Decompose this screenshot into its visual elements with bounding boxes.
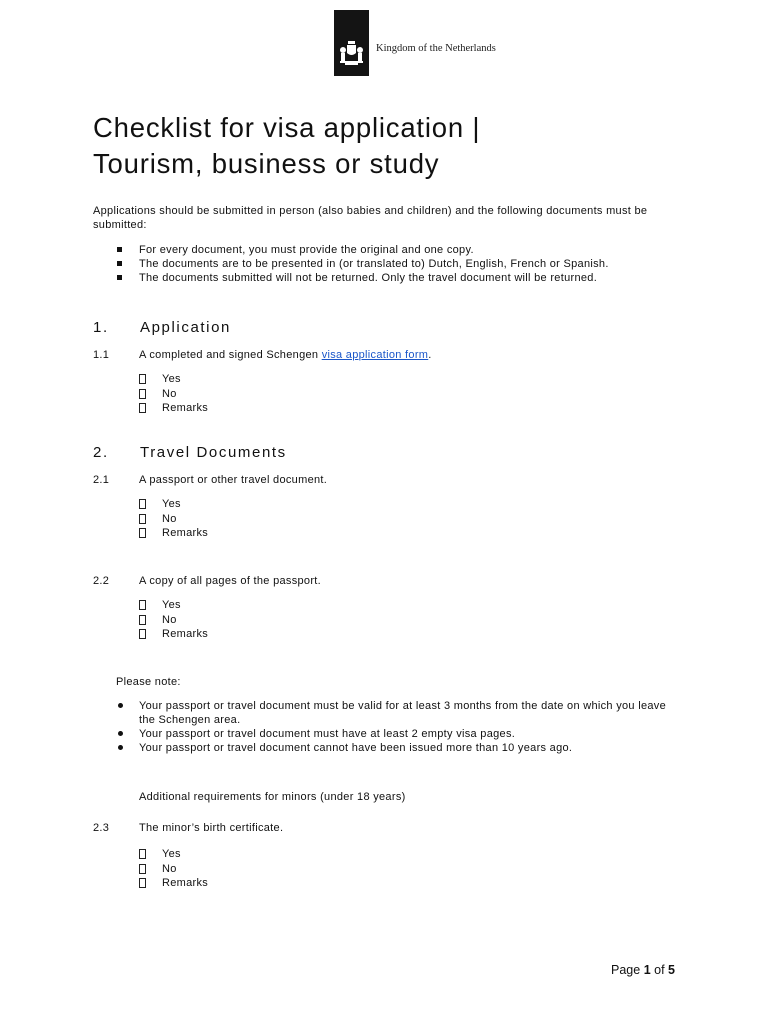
checkbox[interactable] — [139, 389, 146, 399]
page-title — [93, 110, 480, 182]
option-yes[interactable]: Yes — [139, 372, 208, 387]
option-remarks[interactable]: Remarks — [139, 526, 208, 541]
title-line-2: Tourism, business or study — [93, 148, 440, 179]
visa-application-form-link[interactable]: visa application form — [321, 349, 429, 361]
minors-requirements-heading: Additional requirements for minors (under 18 years) — [139, 791, 406, 803]
note-bullet-list — [93, 699, 673, 755]
coat-of-arms-icon — [334, 10, 369, 76]
option-no[interactable]: No — [139, 512, 208, 527]
round-bullet-icon — [118, 703, 123, 708]
option-yes[interactable]: Yes — [139, 598, 208, 613]
list-item: Your passport or travel document must have at least 2 empty visa pages. — [93, 727, 673, 741]
list-item: The documents are to be presented in (or translated to) Dutch, English, French or Spanish. — [93, 257, 693, 271]
checkbox[interactable] — [139, 403, 146, 413]
options-2-1 — [139, 497, 208, 541]
item-2-2: 2.2 A copy of all pages of the passport. — [93, 575, 322, 587]
option-no[interactable]: No — [139, 862, 208, 877]
list-item: Your passport or travel document cannot have been issued more than 10 years ago. — [93, 741, 673, 755]
options-1-1 — [139, 372, 208, 416]
page-number: Page 1 of 5 — [611, 963, 675, 977]
option-yes[interactable]: Yes — [139, 847, 208, 862]
organization-name: Kingdom of the Netherlands — [376, 43, 496, 54]
item-2-1: 2.1 A passport or other travel document. — [93, 474, 328, 486]
round-bullet-icon — [118, 731, 123, 736]
square-bullet-icon — [117, 261, 122, 266]
options-2-2 — [139, 598, 208, 642]
option-remarks[interactable]: Remarks — [139, 876, 208, 891]
option-no[interactable]: No — [139, 387, 208, 402]
square-bullet-icon — [117, 275, 122, 280]
list-item: The documents submitted will not be returned. Only the travel document will be returned. — [93, 271, 693, 285]
checkbox[interactable] — [139, 528, 146, 538]
checkbox[interactable] — [139, 864, 146, 874]
checkbox[interactable] — [139, 514, 146, 524]
intro-text: Applications should be submitted in person (also babies and children) and the following documents must be submitted: — [93, 205, 648, 231]
section-heading-application: 1. Application — [93, 319, 231, 336]
checkbox[interactable] — [139, 374, 146, 384]
checkbox[interactable] — [139, 849, 146, 859]
checkbox[interactable] — [139, 878, 146, 888]
list-item: For every document, you must provide the original and one copy. — [93, 243, 693, 257]
item-1-1: 1.1 A completed and signed Schengen visa application form. — [93, 349, 432, 361]
item-2-3: 2.3 The minor’s birth certificate. — [93, 822, 284, 834]
title-line-1: Checklist for visa application | — [93, 112, 481, 143]
square-bullet-icon — [117, 247, 122, 252]
intro-block — [93, 204, 693, 285]
checkbox[interactable] — [139, 499, 146, 509]
checkbox[interactable] — [139, 629, 146, 639]
round-bullet-icon — [118, 745, 123, 750]
option-no[interactable]: No — [139, 613, 208, 628]
checkbox[interactable] — [139, 600, 146, 610]
checkbox[interactable] — [139, 615, 146, 625]
option-remarks[interactable]: Remarks — [139, 627, 208, 642]
option-remarks[interactable]: Remarks — [139, 401, 208, 416]
section-heading-travel-documents: 2. Travel Documents — [93, 444, 287, 461]
coat-of-arms-logo — [334, 10, 369, 76]
options-2-3 — [139, 847, 208, 891]
please-note-label: Please note: — [116, 676, 181, 688]
list-item: Your passport or travel document must be valid for at least 3 months from the date on which you leave the Schengen area. — [93, 699, 673, 727]
option-yes[interactable]: Yes — [139, 497, 208, 512]
intro-bullet-list — [93, 243, 693, 285]
